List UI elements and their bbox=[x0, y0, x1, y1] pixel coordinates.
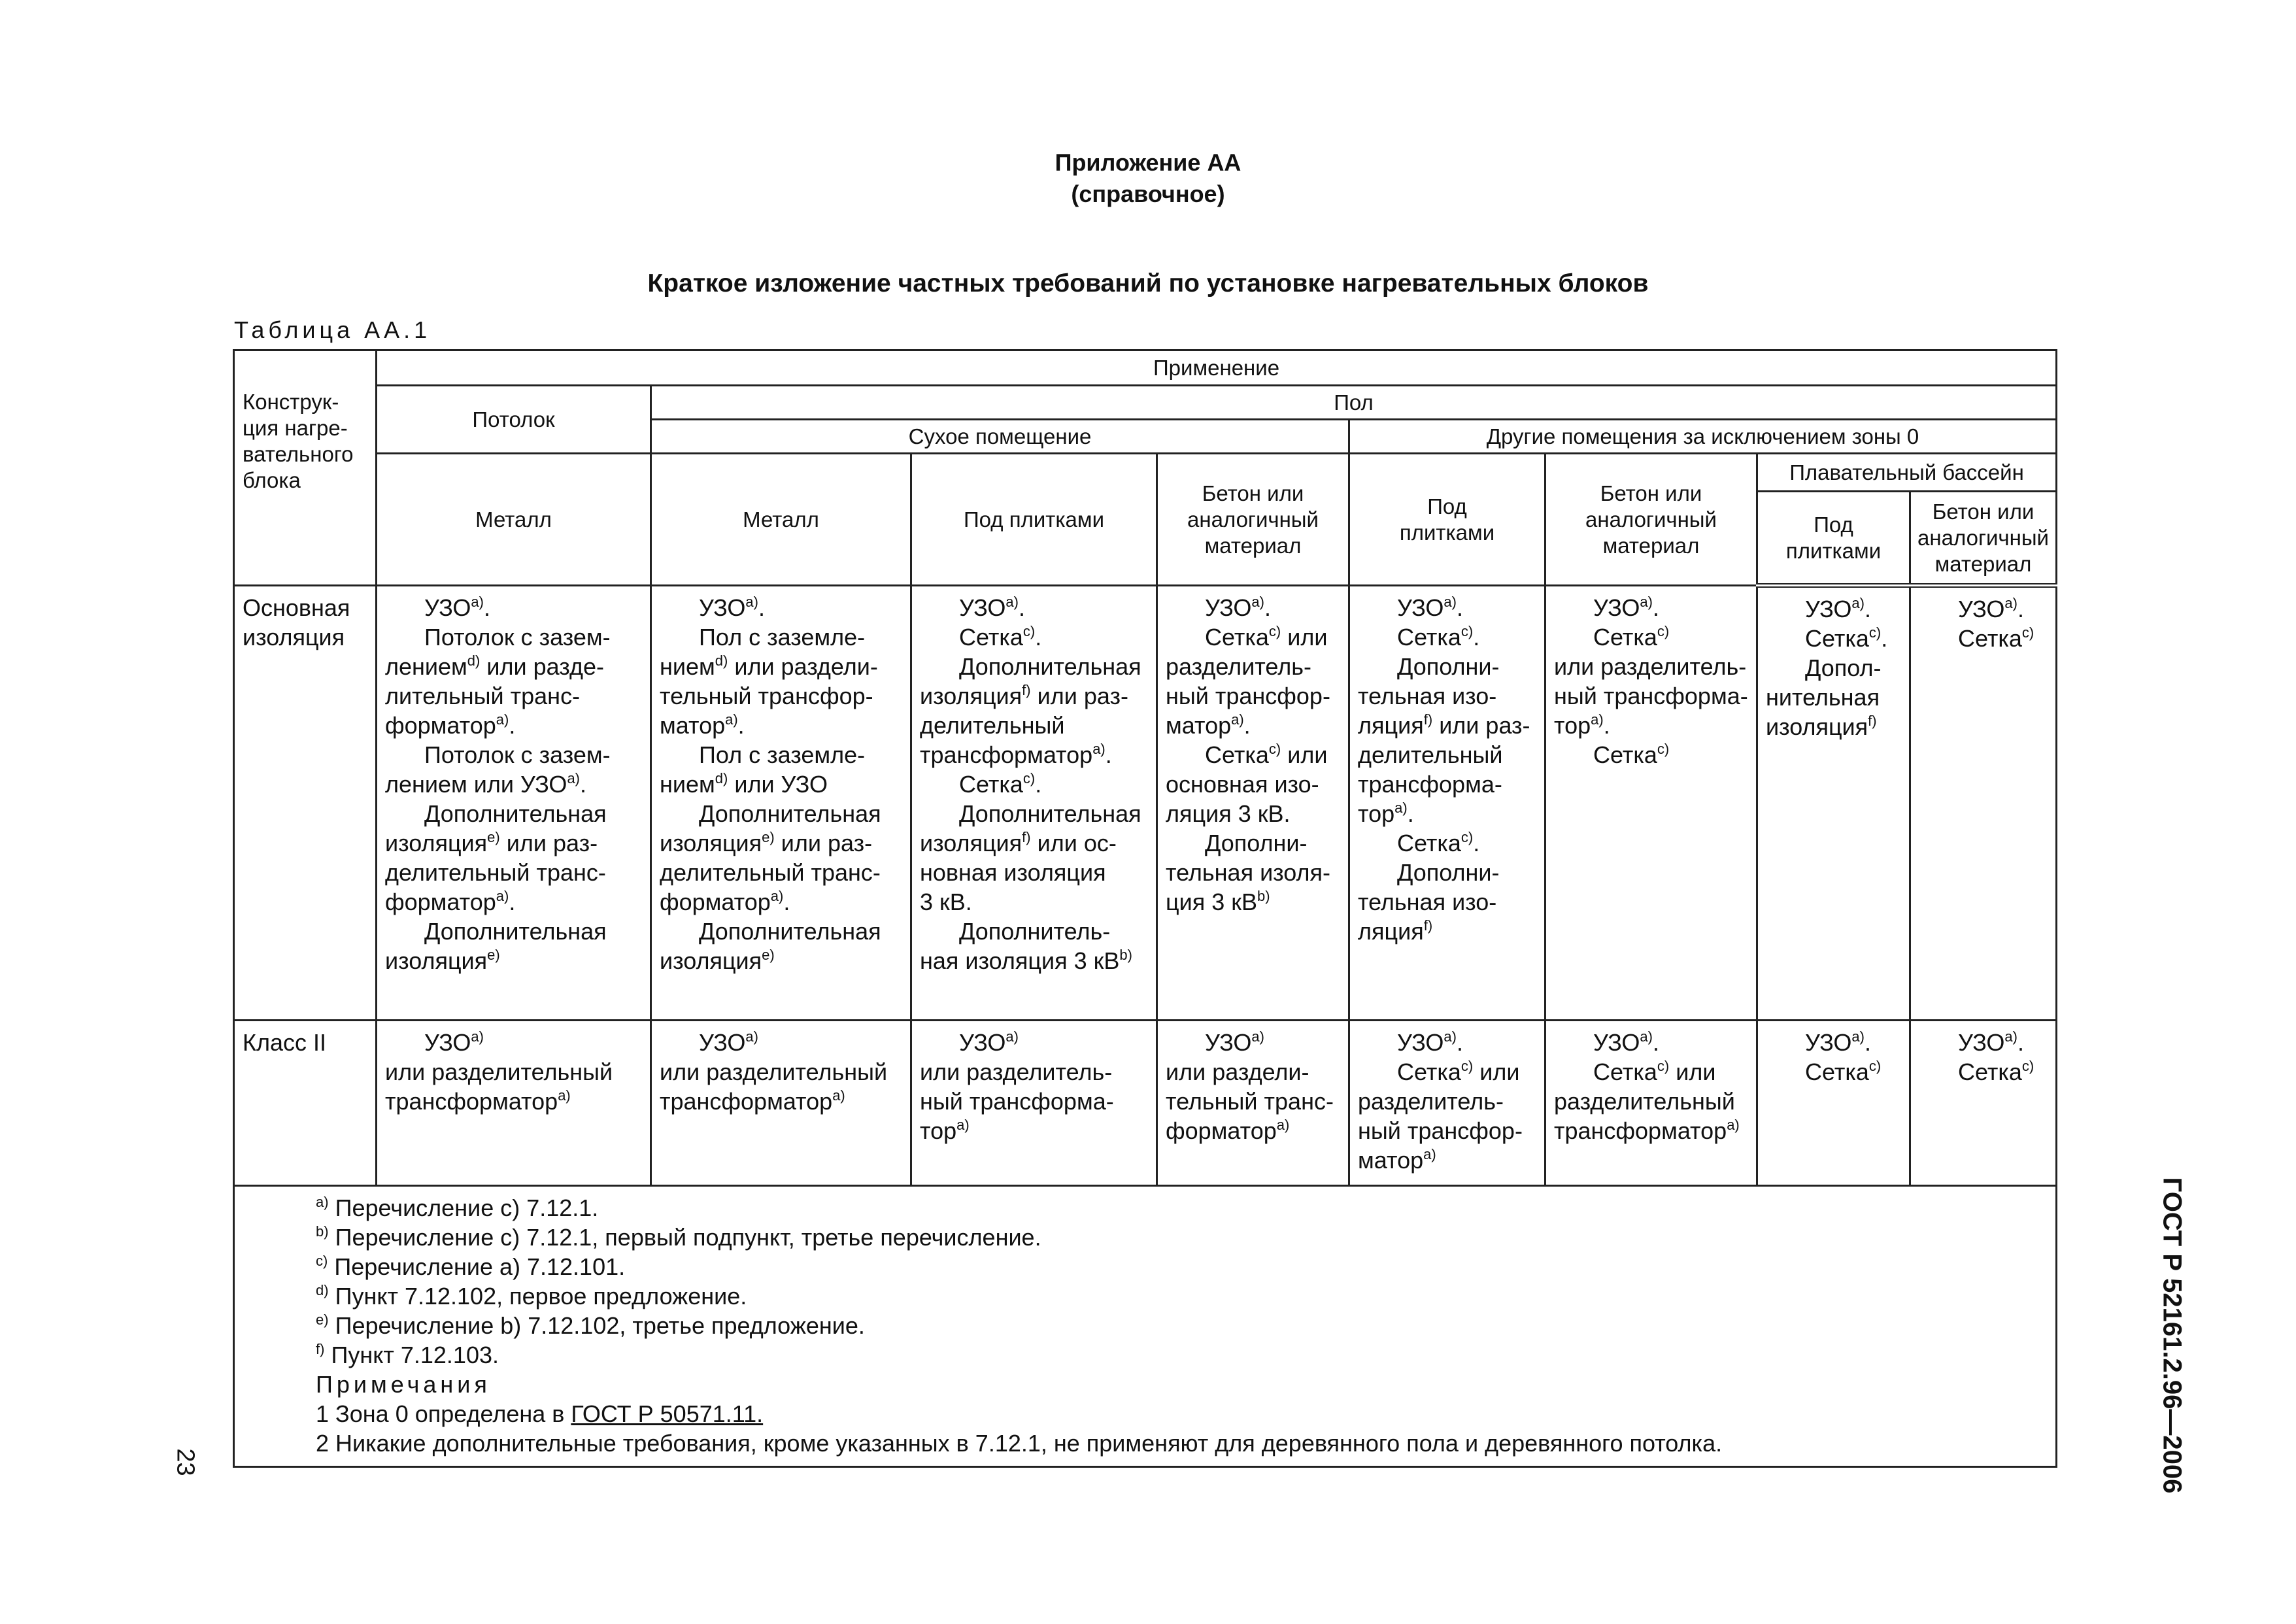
cell-line: Дополнительная bbox=[424, 800, 607, 827]
cell-line: Дополнительная bbox=[699, 800, 881, 827]
cell-line: лением$^{d)}$ или разде- bbox=[385, 652, 604, 680]
cell-line: нием$^{d)}$ или раздели- bbox=[660, 652, 878, 680]
notes-heading: Примечания bbox=[316, 1371, 491, 1398]
header-other-concrete: Бетон или аналогичный материал bbox=[1545, 454, 1757, 586]
cell-line: Сетка$^{c)}$ bbox=[1958, 1058, 2034, 1085]
cell-line: УЗО$^{a)}$. bbox=[1805, 595, 1871, 622]
footnote-a: $^{a)}$ Перечисление c) 7.12.1. bbox=[316, 1194, 599, 1221]
cell-line: новная изоляция bbox=[920, 859, 1106, 886]
cell-line: делительный bbox=[1358, 741, 1503, 768]
cell-line: изоляция$^{e)}$ или раз- bbox=[385, 829, 598, 856]
cell-basic-dry-concrete bbox=[1157, 586, 1349, 1021]
cell-line: изоляция$^{e)}$ bbox=[385, 947, 500, 974]
cell-line: Допол- bbox=[1805, 654, 1882, 681]
cell-line: УЗО$^{a)}$. bbox=[1958, 1028, 2024, 1056]
cell-line: делительный транс- bbox=[385, 859, 606, 886]
cell-line: Дополнительная bbox=[959, 800, 1141, 827]
cell-line: изоляция$^{e)}$ или раз- bbox=[660, 829, 873, 856]
cell-line: трансформа- bbox=[1358, 771, 1502, 798]
cell-basic-ceiling-metal bbox=[377, 586, 651, 1021]
cell-line: ный трансфор- bbox=[1166, 683, 1330, 709]
cell-line: УЗО$^{a)}$. bbox=[1958, 595, 2024, 622]
cell-line: изоляция$^{f)}$ или раз- bbox=[920, 682, 1128, 709]
cell-line: трансформатор$^{a)}$ bbox=[1554, 1117, 1740, 1144]
cell-line: УЗО$^{a)}$. bbox=[1397, 1028, 1463, 1056]
cell-line: тельный трансфор- bbox=[660, 683, 873, 709]
cell-line: Сетка$^{c)}$ или bbox=[1397, 1058, 1520, 1085]
cell-line: трансформатор$^{a)}$ bbox=[385, 1087, 571, 1115]
cell-basic-pool-tiles bbox=[1757, 586, 1910, 1021]
footnote-b: $^{b)}$ Перечисление c) 7.12.1, первый подпункт, третье перечисление. bbox=[316, 1223, 1041, 1251]
cell-line: УЗО$^{a)}$ bbox=[424, 1028, 484, 1056]
cell-line: Дополнительная bbox=[424, 918, 607, 945]
cell-line: Дополни- bbox=[1397, 859, 1500, 886]
footnote-e: $^{e)}$ Перечисление b) 7.12.102, третье предложение. bbox=[316, 1311, 865, 1339]
header-pool-concrete: Бетон или аналогичный материал bbox=[1910, 492, 2057, 586]
cell-line: Сетка$^{c)}$. bbox=[959, 623, 1042, 651]
cell-line: ный трансформа- bbox=[1554, 683, 1748, 709]
cell-line: форматор$^{a)}$. bbox=[660, 888, 790, 915]
cell-line: делительный транс- bbox=[660, 859, 881, 886]
cell-class2-pool-tiles bbox=[1757, 1021, 1910, 1186]
header-pool: Плавательный бассейн bbox=[1757, 454, 2057, 492]
cell-line: УЗО$^{a)}$ bbox=[699, 1028, 758, 1056]
cell-line: тельный транс- bbox=[1166, 1088, 1334, 1115]
cell-line: тельная изо- bbox=[1358, 888, 1497, 915]
cell-line: делительный bbox=[920, 712, 1065, 739]
cell-line: УЗО$^{a)}$. bbox=[424, 594, 490, 621]
cell-line: Пол с заземле- bbox=[699, 624, 866, 651]
cell-line: ный трансфор- bbox=[1358, 1117, 1523, 1144]
cell-line: УЗО$^{a)}$. bbox=[1205, 594, 1271, 621]
cell-line: Сетка$^{c)}$. bbox=[959, 770, 1042, 798]
cell-line: нительная bbox=[1766, 684, 1880, 711]
cell-line: Дополни- bbox=[1205, 830, 1308, 856]
cell-line: ная изоляция 3 $кВ^{b)}$ bbox=[920, 947, 1132, 974]
cell-line: разделитель- bbox=[1358, 1088, 1504, 1115]
cell-line: Сетка$^{c)}$ bbox=[1593, 741, 1670, 768]
cell-basic-dry-metal bbox=[651, 586, 911, 1021]
cell-line: трансформатор$^{a)}$. bbox=[920, 741, 1112, 768]
row-label-class-2: Класс II bbox=[234, 1021, 377, 1186]
cell-line: тор$^{a)}$ bbox=[920, 1117, 970, 1144]
cell-line: УЗО$^{a)}$. bbox=[1805, 1028, 1871, 1056]
cell-class2-other-concrete bbox=[1545, 1021, 1757, 1186]
document-title: Краткое изложение частных требований по установке нагревательных блоков bbox=[647, 269, 1649, 297]
cell-class2-ceiling-metal bbox=[377, 1021, 651, 1186]
cell-line: или разделитель- bbox=[1554, 653, 1747, 680]
header-construction: Конструк- ция нагре- вательного блока bbox=[234, 350, 377, 586]
cell-line: Сетка$^{c)}$. bbox=[1805, 624, 1888, 652]
cell-line: изоляция$^{f)}$ или ос- bbox=[920, 829, 1117, 856]
cell-line: форматор$^{a)}$ bbox=[1166, 1117, 1290, 1144]
cell-line: Дополнитель- bbox=[959, 918, 1111, 945]
standard-designation: ГОСТ Р 52161.2.96—2006 bbox=[2157, 1177, 2187, 1494]
header-dry-room: Сухое помещение bbox=[651, 420, 1349, 454]
cell-line: тельная изоля- bbox=[1166, 859, 1330, 886]
cell-line: Сетка$^{c)}$ или bbox=[1205, 741, 1328, 768]
footnotes-block bbox=[234, 1186, 2057, 1467]
cell-line: или разделитель- bbox=[920, 1058, 1113, 1085]
cell-class2-pool-concrete bbox=[1910, 1021, 2057, 1186]
cell-line: ляция$^{f)}$ bbox=[1358, 917, 1433, 945]
cell-line: УЗО$^{a)}$. bbox=[1593, 594, 1659, 621]
cell-line: Дополнительная bbox=[959, 653, 1141, 680]
table-label: Таблица АА.1 bbox=[234, 316, 431, 343]
header-dry-tiles: Под плитками bbox=[911, 454, 1157, 586]
cell-line: матор$^{a)}$ bbox=[1358, 1146, 1436, 1174]
cell-line: тор$^{a)}$. bbox=[1554, 711, 1610, 739]
header-application: Применение bbox=[377, 350, 2057, 386]
header-pool-tiles: Под плитками bbox=[1757, 492, 1910, 586]
cell-line: лением или УЗО$^{a)}$. bbox=[385, 770, 587, 798]
header-other-rooms: Другие помещения за исключением зоны 0 bbox=[1349, 420, 2057, 454]
cell-line: Дополни- bbox=[1397, 653, 1500, 680]
cell-line: изоляция$^{e)}$ bbox=[660, 947, 775, 974]
page-number: 23 bbox=[171, 1448, 199, 1476]
appendix-type: (справочное) bbox=[1071, 180, 1225, 207]
cell-line: Сетка$^{c)}$. bbox=[1397, 623, 1480, 651]
cell-line: или разделительный bbox=[660, 1058, 888, 1085]
cell-class2-dry-metal bbox=[651, 1021, 911, 1186]
cell-line: тельная изо- bbox=[1358, 683, 1497, 709]
cell-line: Дополнительная bbox=[699, 918, 881, 945]
cell-line: изоляция$^{f)}$ bbox=[1766, 713, 1877, 740]
header-ceiling: Потолок bbox=[377, 386, 651, 454]
header-ceiling-metal: Металл bbox=[377, 454, 651, 586]
cell-basic-other-concrete bbox=[1545, 586, 1757, 1021]
cell-line: ный трансформа- bbox=[920, 1088, 1114, 1115]
cell-class2-dry-tiles bbox=[911, 1021, 1157, 1186]
requirements-table bbox=[233, 349, 2057, 1468]
cell-line: или разделительный bbox=[385, 1058, 613, 1085]
header-other-tiles: Под плитками bbox=[1349, 454, 1545, 586]
cell-line: разделительный bbox=[1554, 1088, 1735, 1115]
note-1: 1 Зона 0 определена в ГОСТ Р 50571.11. bbox=[316, 1400, 764, 1427]
footnote-f: $^{f)}$ Пункт 7.12.103. bbox=[316, 1341, 499, 1368]
cell-line: УЗО$^{a)}$. bbox=[1593, 1028, 1659, 1056]
cell-line: УЗО$^{a)}$. bbox=[959, 594, 1025, 621]
cell-line: нием$^{d)}$ или УЗО bbox=[660, 770, 828, 798]
cell-class2-other-tiles bbox=[1349, 1021, 1545, 1186]
cell-line: форматор$^{a)}$. bbox=[385, 888, 516, 915]
appendix-title: Приложение АА bbox=[1055, 149, 1241, 176]
cell-line: Сетка$^{c)}$ bbox=[1805, 1058, 1882, 1085]
header-dry-metal: Металл bbox=[651, 454, 911, 586]
row-label-basic-insulation: Основная изоляция bbox=[234, 586, 377, 1021]
cell-line: ляция$^{f)}$ или раз- bbox=[1358, 711, 1530, 739]
cell-line: разделитель- bbox=[1166, 653, 1311, 680]
cell-basic-dry-tiles bbox=[911, 586, 1157, 1021]
cell-line: форматор$^{a)}$. bbox=[385, 711, 516, 739]
cell-line: УЗО$^{a)}$. bbox=[1397, 594, 1463, 621]
cell-line: Сетка$^{c)}$ bbox=[1593, 623, 1670, 651]
cell-line: матор$^{a)}$. bbox=[1166, 711, 1251, 739]
note-2: 2 Никакие дополнительные требования, кроме указанных в 7.12.1, не применяют для деревянного пола и деревянного потолка. bbox=[316, 1430, 1723, 1457]
cell-basic-other-tiles bbox=[1349, 586, 1545, 1021]
cell-line: Сетка$^{c)}$ или bbox=[1593, 1058, 1716, 1085]
cell-line: или раздели- bbox=[1166, 1058, 1309, 1085]
cell-line: лительный транс- bbox=[385, 683, 581, 709]
cell-line: матор$^{a)}$. bbox=[660, 711, 745, 739]
footnote-c: $^{c)}$ Перечисление a) 7.12.101. bbox=[316, 1253, 626, 1280]
footnote-d: $^{d)}$ Пункт 7.12.102, первое предложение. bbox=[316, 1282, 747, 1310]
header-dry-concrete: Бетон или аналогичный материал bbox=[1157, 454, 1349, 586]
cell-line: основная изо- bbox=[1166, 771, 1319, 798]
cell-line: ляция 3 кВ. bbox=[1166, 800, 1291, 827]
cell-line: Сетка$^{c)}$. bbox=[1397, 829, 1480, 856]
cell-line: Сетка$^{c)}$ bbox=[1958, 624, 2034, 652]
cell-line: Потолок с зазем- bbox=[424, 624, 611, 651]
cell-line: ция 3 $кВ^{b)}$ bbox=[1166, 888, 1270, 915]
cell-class2-dry-concrete bbox=[1157, 1021, 1349, 1186]
header-floor: Пол bbox=[651, 386, 2057, 420]
gost-50571-link[interactable]: ГОСТ Р 50571.11. bbox=[571, 1400, 764, 1427]
cell-line: тор$^{a)}$. bbox=[1358, 800, 1414, 827]
cell-line: Пол с заземле- bbox=[699, 741, 866, 768]
cell-line: Сетка$^{c)}$ или bbox=[1205, 623, 1328, 651]
cell-line: УЗО$^{a)}$ bbox=[1205, 1028, 1264, 1056]
cell-line: трансформатор$^{a)}$ bbox=[660, 1087, 845, 1115]
cell-line: УЗО$^{a)}$ bbox=[959, 1028, 1019, 1056]
cell-line: УЗО$^{a)}$. bbox=[699, 594, 765, 621]
cell-basic-pool-concrete bbox=[1910, 586, 2057, 1021]
cell-line: Потолок с зазем- bbox=[424, 741, 611, 768]
cell-line: 3 кВ. bbox=[920, 888, 972, 915]
